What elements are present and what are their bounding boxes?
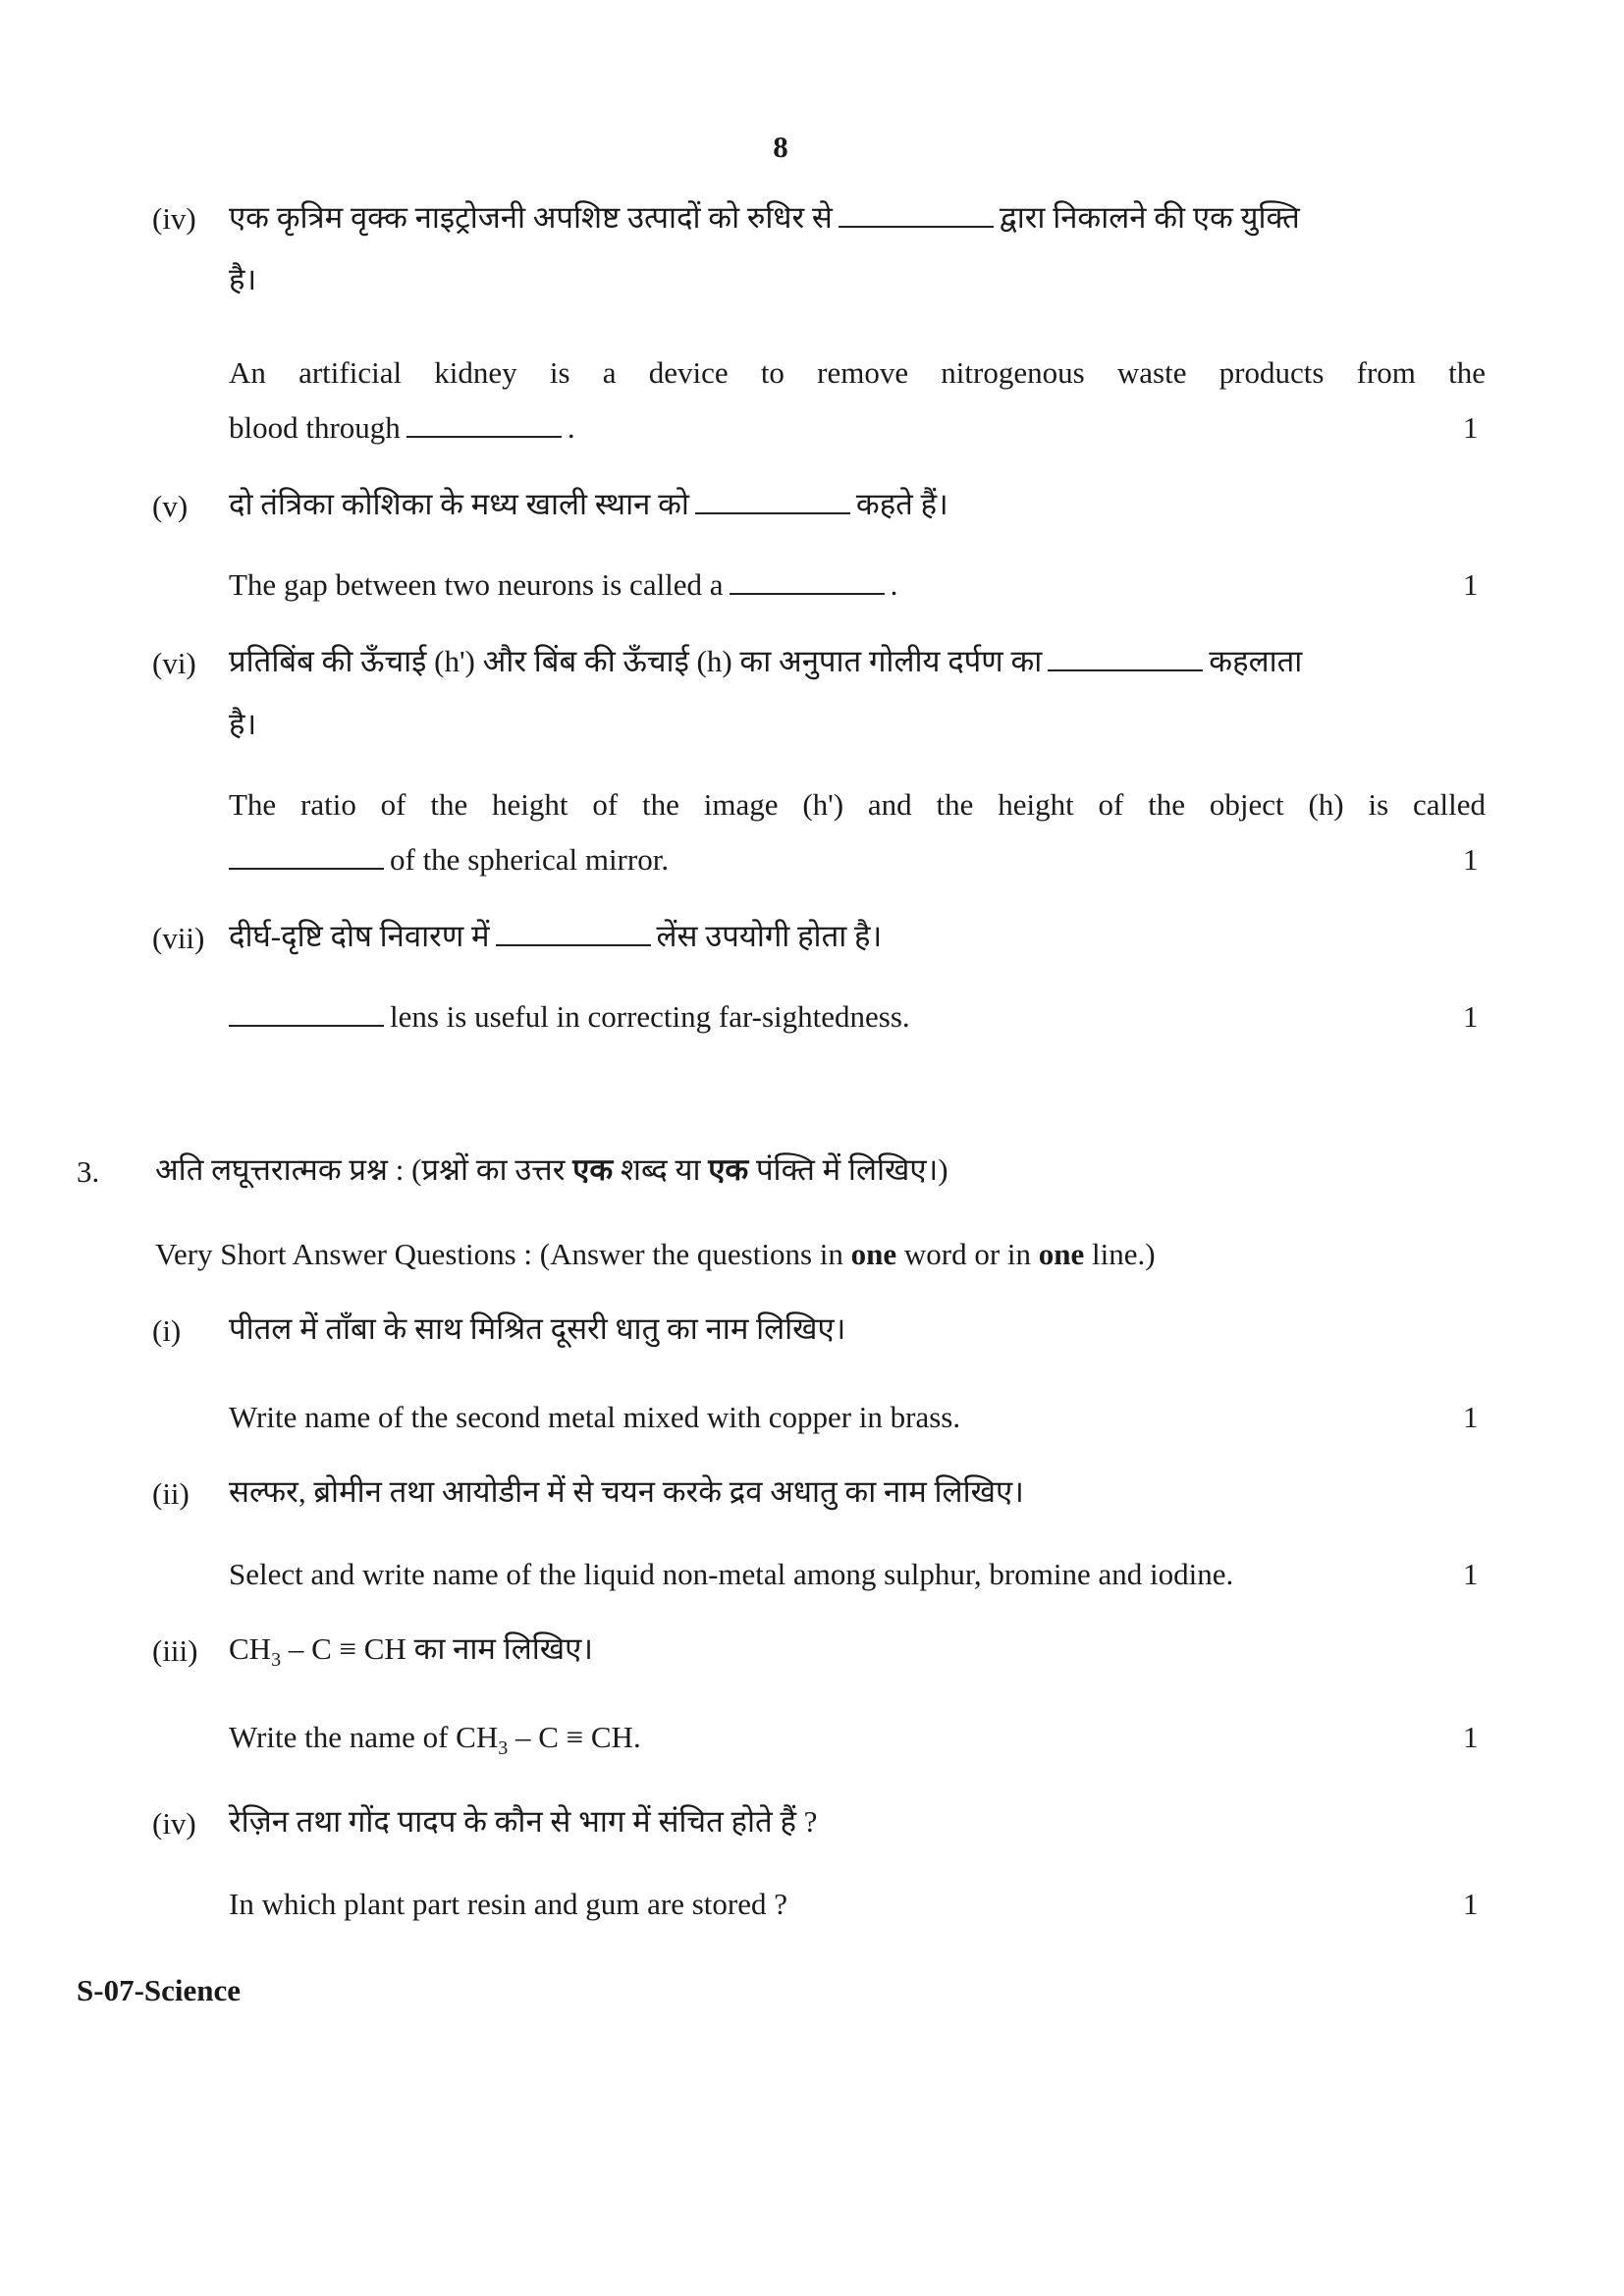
- page-number: 8: [773, 130, 788, 164]
- hindi-question: [229, 917, 882, 956]
- english-text: lens is useful in correcting far-sightedness.: [390, 999, 910, 1034]
- punctuation: .: [890, 567, 898, 602]
- marks: 1: [1463, 842, 1479, 877]
- hindi-question-cont: है।: [229, 262, 257, 296]
- english-text: Write the name of CH: [229, 1720, 499, 1754]
- heading-bold: एक: [708, 1152, 749, 1187]
- english-text: The gap between two neurons is called a: [229, 567, 724, 602]
- marks: 1: [1463, 999, 1479, 1034]
- hindi-question: [229, 485, 948, 524]
- hindi-question: [229, 1629, 593, 1680]
- hindi-text: द्वारा निकालने की एक युक्ति: [999, 200, 1300, 235]
- answer-blank: [229, 1024, 384, 1027]
- section-heading-hindi: [155, 1150, 948, 1190]
- english-question-cont: [229, 840, 669, 880]
- answer-blank: [406, 435, 562, 438]
- answer-blank: [229, 867, 384, 870]
- formula: – C ≡ CH.: [508, 1720, 641, 1754]
- heading-text: Very Short Answer Questions : (Answer the questions in: [155, 1237, 843, 1271]
- answer-blank: [496, 943, 651, 946]
- hindi-question: सल्फर, ब्रोमीन तथा आयोडीन में से चयन करके द्रव अधातु का नाम लिखिए।: [229, 1474, 1024, 1509]
- heading-text: word or in: [903, 1237, 1032, 1271]
- item-number: (vi): [152, 646, 196, 680]
- item-number: (iv): [152, 201, 196, 236]
- heading-text: line.): [1092, 1237, 1156, 1271]
- english-question: [229, 1718, 641, 1768]
- hindi-text: लेंस उपयोगी होता है।: [656, 919, 883, 953]
- english-question: In which plant part resin and gum are stored ?: [229, 1887, 788, 1921]
- heading-bold: one: [850, 1237, 897, 1271]
- formula-subscript: 3: [271, 1649, 282, 1672]
- formula: CH: [229, 1631, 272, 1666]
- hindi-text: का नाम लिखिए।: [406, 1631, 593, 1666]
- english-text: of the spherical mirror.: [390, 842, 670, 877]
- hindi-text: कहलाता: [1209, 644, 1303, 678]
- hindi-text: दीर्घ-दृष्टि दोष निवारण में: [229, 919, 490, 953]
- formula-subscript: 3: [498, 1737, 509, 1760]
- section-heading-english: [155, 1235, 1156, 1274]
- hindi-question: पीतल में ताँबा के साथ मिश्रित दूसरी धातु का नाम लिखिए।: [229, 1311, 846, 1346]
- item-number: (ii): [152, 1476, 189, 1511]
- hindi-text: एक कृत्रिम वृक्क नाइट्रोजनी अपशिष्ट उत्पादों को रुधिर से: [229, 200, 833, 235]
- hindi-question: रेज़िन तथा गोंद पादप के कौन से भाग में संचित होते हैं ?: [229, 1804, 818, 1839]
- formula: – C ≡ CH: [281, 1631, 406, 1666]
- marks: 1: [1463, 1720, 1479, 1754]
- marks: 1: [1463, 410, 1479, 445]
- hindi-text: कहते हैं।: [855, 487, 948, 521]
- marks: 1: [1463, 567, 1479, 602]
- marks: 1: [1463, 1400, 1479, 1434]
- answer-blank: [695, 511, 850, 514]
- heading-text: पंक्ति में लिखिए।): [755, 1152, 948, 1187]
- hindi-text: दो तंत्रिका कोशिका के मध्य खाली स्थान को: [229, 487, 689, 521]
- hindi-question: [229, 642, 1302, 681]
- heading-text: अति लघूत्तरात्मक प्रश्न : (प्रश्नों का उत्तर: [155, 1152, 566, 1187]
- punctuation: .: [567, 410, 575, 445]
- heading-text: शब्द या: [620, 1152, 701, 1187]
- item-number: (iii): [152, 1633, 198, 1668]
- heading-bold: one: [1038, 1237, 1085, 1271]
- hindi-question-cont: है।: [229, 707, 257, 741]
- item-number: (vii): [152, 921, 205, 955]
- hindi-question: [229, 198, 1300, 238]
- hindi-text: प्रतिबिंब की ऊँचाई (h') और बिंब की ऊँचाई (h) का अनुपात गोलीय दर्पण का: [229, 644, 1043, 678]
- item-number: (v): [152, 489, 189, 523]
- footer-paper-code: S-07-Science: [77, 1973, 242, 2007]
- answer-blank: [730, 592, 885, 595]
- english-question: The ratio of the height of the image (h') and the height of the object (h) is called: [229, 787, 1486, 822]
- english-question: [229, 997, 910, 1037]
- english-question: An artificial kidney is a device to remove nitrogenous waste products from the: [229, 355, 1486, 390]
- item-number: (iv): [152, 1806, 196, 1841]
- english-question: [229, 565, 897, 605]
- marks: 1: [1463, 1887, 1479, 1921]
- answer-blank: [839, 225, 994, 228]
- answer-blank: [1048, 668, 1203, 671]
- question-number: 3.: [77, 1154, 100, 1189]
- english-question: Write name of the second metal mixed with copper in brass.: [229, 1400, 961, 1434]
- marks: 1: [1463, 1557, 1479, 1591]
- english-text: blood through: [229, 410, 401, 445]
- english-question-cont: [229, 408, 575, 448]
- english-question: Select and write name of the liquid non-metal among sulphur, bromine and iodine.: [229, 1557, 1234, 1591]
- item-number: (i): [152, 1313, 182, 1348]
- heading-bold: एक: [572, 1152, 614, 1187]
